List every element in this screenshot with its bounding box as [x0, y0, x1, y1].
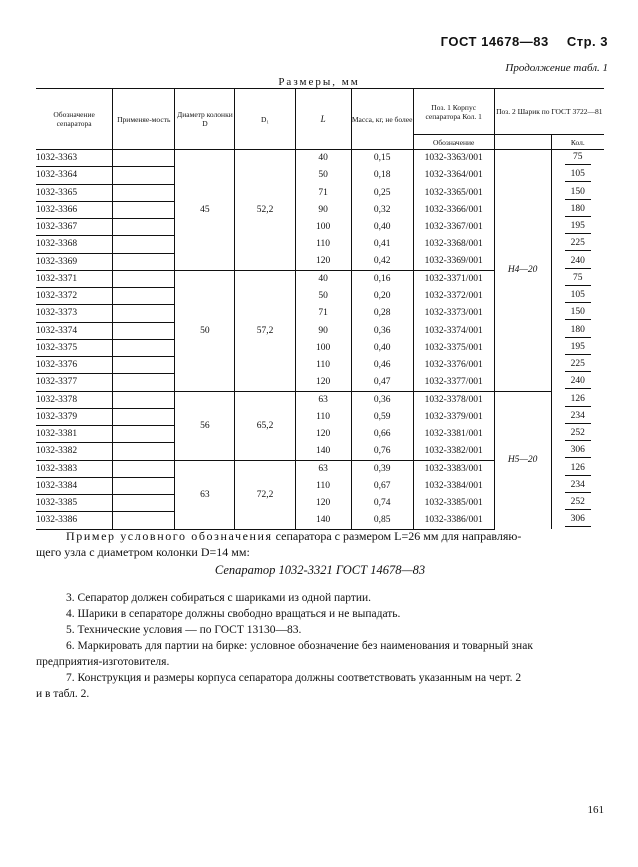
designation-cell: 1032-3384: [36, 477, 113, 494]
designation-cell: 1032-3373: [36, 305, 113, 322]
designation-cell: 1032-3375: [36, 339, 113, 356]
quantity-cell: [551, 322, 604, 339]
pos1-cell: 1032-3369/001: [413, 253, 494, 270]
item-6-cont: предприятия-изготовителя.: [36, 656, 170, 668]
pos1-cell: 1032-3368/001: [413, 236, 494, 253]
ball-category-cell: H5—20: [494, 391, 551, 529]
application-cell: [113, 391, 175, 408]
item-5: 5. Технические условия — по ГОСТ 13130—83.: [66, 624, 302, 636]
quantity-cell: [551, 167, 604, 184]
designation-cell: 1032-3365: [36, 184, 113, 201]
length-cell: 40: [295, 270, 351, 287]
quantity-cell: [551, 477, 604, 494]
designation-cell: 1032-3364: [36, 167, 113, 184]
length-cell: 120: [295, 426, 351, 443]
col-diameter: Диаметр колонки D: [175, 89, 235, 150]
item-4: 4. Шарики в сепараторе должны свободно вращаться и не выпадать.: [66, 608, 401, 620]
quantity-cell: [551, 460, 604, 477]
length-cell: 140: [295, 443, 351, 460]
col-sub-designation: Обозначение: [413, 135, 494, 150]
col-designation: Обозначение сепаратора: [36, 89, 113, 150]
pos1-cell: 1032-3371/001: [413, 270, 494, 287]
pos1-cell: 1032-3375/001: [413, 339, 494, 356]
designation-cell: 1032-3382: [36, 443, 113, 460]
page-label: Стр. 3: [566, 34, 608, 49]
quantity-cell: [551, 391, 604, 408]
application-cell: [113, 357, 175, 374]
d1-cell: 57,2: [235, 270, 295, 391]
application-cell: [113, 167, 175, 184]
application-cell: [113, 339, 175, 356]
application-cell: [113, 426, 175, 443]
quantity-cell: [551, 219, 604, 236]
designation-cell: 1032-3376: [36, 357, 113, 374]
mass-cell: 0,42: [351, 253, 413, 270]
table-row: [36, 391, 604, 408]
mass-cell: 0,36: [351, 322, 413, 339]
quantity-value: 234: [565, 479, 591, 493]
designation-cell: 1032-3383: [36, 460, 113, 477]
mass-cell: 0,46: [351, 357, 413, 374]
application-cell: [113, 184, 175, 201]
quantity-cell: [551, 408, 604, 425]
application-cell: [113, 219, 175, 236]
pos1-cell: 1032-3373/001: [413, 305, 494, 322]
quantity-cell: [551, 253, 604, 270]
length-cell: 40: [295, 150, 351, 167]
quantity-cell: [551, 443, 604, 460]
pos1-cell: 1032-3386/001: [413, 512, 494, 529]
quantity-value: 75: [565, 272, 591, 286]
pos1-cell: 1032-3384/001: [413, 477, 494, 494]
application-cell: [113, 150, 175, 167]
pos1-cell: 1032-3372/001: [413, 288, 494, 305]
application-cell: [113, 322, 175, 339]
length-cell: 100: [295, 339, 351, 356]
quantity-cell: [551, 305, 604, 322]
item-3: 3. Сепаратор должен собираться с шариками из одной партии.: [66, 592, 372, 604]
designation-cell: 1032-3386: [36, 512, 113, 529]
quantity-value: 252: [565, 427, 591, 441]
application-cell: [113, 460, 175, 477]
designation-cell: 1032-3372: [36, 288, 113, 305]
mass-cell: 0,40: [351, 219, 413, 236]
designation-cell: 1032-3378: [36, 391, 113, 408]
length-cell: 110: [295, 408, 351, 425]
col-sub-count: Кол.: [551, 135, 604, 150]
quantity-value: 240: [565, 255, 591, 269]
quantity-cell: [551, 236, 604, 253]
quantity-cell: [551, 374, 604, 391]
quantity-cell: [551, 150, 604, 167]
application-cell: [113, 305, 175, 322]
length-cell: 50: [295, 288, 351, 305]
table-continuation-note: Продолжение табл. 1: [505, 62, 608, 74]
quantity-cell: [551, 339, 604, 356]
application-cell: [113, 477, 175, 494]
example-intro: Пример условного обозначения: [66, 529, 273, 543]
pos1-cell: 1032-3367/001: [413, 219, 494, 236]
d1-cell: 65,2: [235, 391, 295, 460]
pos1-cell: 1032-3382/001: [413, 443, 494, 460]
quantity-value: 105: [565, 168, 591, 182]
application-cell: [113, 270, 175, 287]
pos1-cell: 1032-3385/001: [413, 495, 494, 512]
length-cell: 50: [295, 167, 351, 184]
quantity-value: 234: [565, 410, 591, 424]
mass-cell: 0,32: [351, 201, 413, 218]
designation-cell: 1032-3381: [36, 426, 113, 443]
mass-cell: 0,41: [351, 236, 413, 253]
mass-cell: 0,18: [351, 167, 413, 184]
col-pos1: Поз. 1 Корпус сепаратора Кол. 1: [413, 89, 494, 135]
requirements-list: [36, 590, 604, 702]
pos1-cell: 1032-3381/001: [413, 426, 494, 443]
quantity-value: 225: [565, 237, 591, 251]
mass-cell: 0,74: [351, 495, 413, 512]
pos1-cell: 1032-3383/001: [413, 460, 494, 477]
quantity-value: 150: [565, 186, 591, 200]
quantity-value: 306: [565, 513, 591, 527]
application-cell: [113, 253, 175, 270]
table-row: [36, 150, 604, 167]
col-l: L: [295, 89, 351, 150]
diameter-cell: 63: [175, 460, 235, 529]
mass-cell: 0,28: [351, 305, 413, 322]
gost-number: ГОСТ 14678—83: [440, 34, 549, 49]
length-cell: 71: [295, 305, 351, 322]
mass-cell: 0,15: [351, 150, 413, 167]
length-cell: 63: [295, 460, 351, 477]
application-cell: [113, 374, 175, 391]
quantity-cell: [551, 512, 604, 529]
quantity-value: 105: [565, 289, 591, 303]
application-cell: [113, 443, 175, 460]
designation-cell: 1032-3379: [36, 408, 113, 425]
pos1-cell: 1032-3366/001: [413, 201, 494, 218]
pos1-cell: 1032-3363/001: [413, 150, 494, 167]
example-intro-rest: сепаратора с размером L=26 мм для направляю-: [272, 529, 522, 543]
mass-cell: 0,36: [351, 391, 413, 408]
mass-cell: 0,40: [351, 339, 413, 356]
quantity-value: 195: [565, 341, 591, 355]
mass-cell: 0,59: [351, 408, 413, 425]
item-6: 6. Маркировать для партии на бирке: условное обозначение без наименования и товарный знак: [66, 640, 533, 652]
length-cell: 110: [295, 477, 351, 494]
designation-cell: 1032-3366: [36, 201, 113, 218]
quantity-value: 150: [565, 306, 591, 320]
pos1-cell: 1032-3378/001: [413, 391, 494, 408]
designation-cell: 1032-3377: [36, 374, 113, 391]
designation-cell: 1032-3369: [36, 253, 113, 270]
quantity-cell: [551, 288, 604, 305]
page-header: [427, 34, 608, 49]
quantity-cell: [551, 270, 604, 287]
quantity-value: 240: [565, 375, 591, 389]
table-caption: Размеры, мм: [278, 76, 360, 88]
quantity-cell: [551, 426, 604, 443]
application-cell: [113, 512, 175, 529]
designation-cell: 1032-3368: [36, 236, 113, 253]
designation-cell: 1032-3385: [36, 495, 113, 512]
table-body: [36, 150, 604, 530]
pos1-cell: 1032-3374/001: [413, 322, 494, 339]
diameter-cell: 45: [175, 150, 235, 271]
length-cell: 110: [295, 236, 351, 253]
quantity-cell: [551, 495, 604, 512]
example-designation: Сепаратор 1032-3321 ГОСТ 14678—83: [214, 563, 426, 577]
quantity-value: 180: [565, 203, 591, 217]
mass-cell: 0,20: [351, 288, 413, 305]
length-cell: 71: [295, 184, 351, 201]
col-mass: Масса, кг, не более: [351, 89, 413, 150]
quantity-value: 126: [565, 462, 591, 476]
pos1-cell: 1032-3364/001: [413, 167, 494, 184]
quantity-value: 252: [565, 496, 591, 510]
mass-cell: 0,67: [351, 477, 413, 494]
quantity-cell: [551, 184, 604, 201]
length-cell: 140: [295, 512, 351, 529]
mass-cell: 0,85: [351, 512, 413, 529]
mass-cell: 0,47: [351, 374, 413, 391]
col-pos2: Поз. 2 Шарик по ГОСТ 3722—81: [494, 89, 604, 135]
application-cell: [113, 236, 175, 253]
designation-cell: 1032-3371: [36, 270, 113, 287]
d1-cell: 72,2: [235, 460, 295, 529]
mass-cell: 0,39: [351, 460, 413, 477]
length-cell: 120: [295, 495, 351, 512]
quantity-value: 225: [565, 358, 591, 372]
pos1-cell: 1032-3376/001: [413, 357, 494, 374]
length-cell: 90: [295, 201, 351, 218]
item-7: 7. Конструкция и размеры корпуса сепаратора должны соответствовать указанным на черт. 2: [66, 672, 522, 684]
length-cell: 90: [295, 322, 351, 339]
mass-cell: 0,76: [351, 443, 413, 460]
pos1-cell: 1032-3365/001: [413, 184, 494, 201]
separator-table: [36, 88, 604, 530]
length-cell: 120: [295, 253, 351, 270]
application-cell: [113, 288, 175, 305]
page-number: 161: [587, 804, 604, 816]
mass-cell: 0,25: [351, 184, 413, 201]
length-cell: 100: [295, 219, 351, 236]
pos1-cell: 1032-3377/001: [413, 374, 494, 391]
quantity-value: 306: [565, 444, 591, 458]
designation-cell: 1032-3363: [36, 150, 113, 167]
application-cell: [113, 408, 175, 425]
quantity-value: 75: [565, 151, 591, 165]
example-paragraph: [36, 528, 604, 560]
application-cell: [113, 201, 175, 218]
mass-cell: 0,66: [351, 426, 413, 443]
length-cell: 120: [295, 374, 351, 391]
quantity-value: 126: [565, 393, 591, 407]
diameter-cell: 56: [175, 391, 235, 460]
example-line2: щего узла с диаметром колонки D=14 мм:: [36, 545, 250, 559]
designation-cell: 1032-3374: [36, 322, 113, 339]
col-sub-blank: [494, 135, 551, 150]
mass-cell: 0,16: [351, 270, 413, 287]
quantity-cell: [551, 201, 604, 218]
col-application: Применяе-мость: [113, 89, 175, 150]
ball-category-cell: H4—20: [494, 150, 551, 392]
diameter-cell: 50: [175, 270, 235, 391]
application-cell: [113, 495, 175, 512]
designation-cell: 1032-3367: [36, 219, 113, 236]
quantity-cell: [551, 357, 604, 374]
pos1-cell: 1032-3379/001: [413, 408, 494, 425]
quantity-value: 180: [565, 324, 591, 338]
length-cell: 110: [295, 357, 351, 374]
length-cell: 63: [295, 391, 351, 408]
d1-cell: 52,2: [235, 150, 295, 271]
col-d1: D₁: [235, 89, 295, 150]
item-7-cont: и в табл. 2.: [36, 688, 90, 700]
quantity-value: 195: [565, 220, 591, 234]
